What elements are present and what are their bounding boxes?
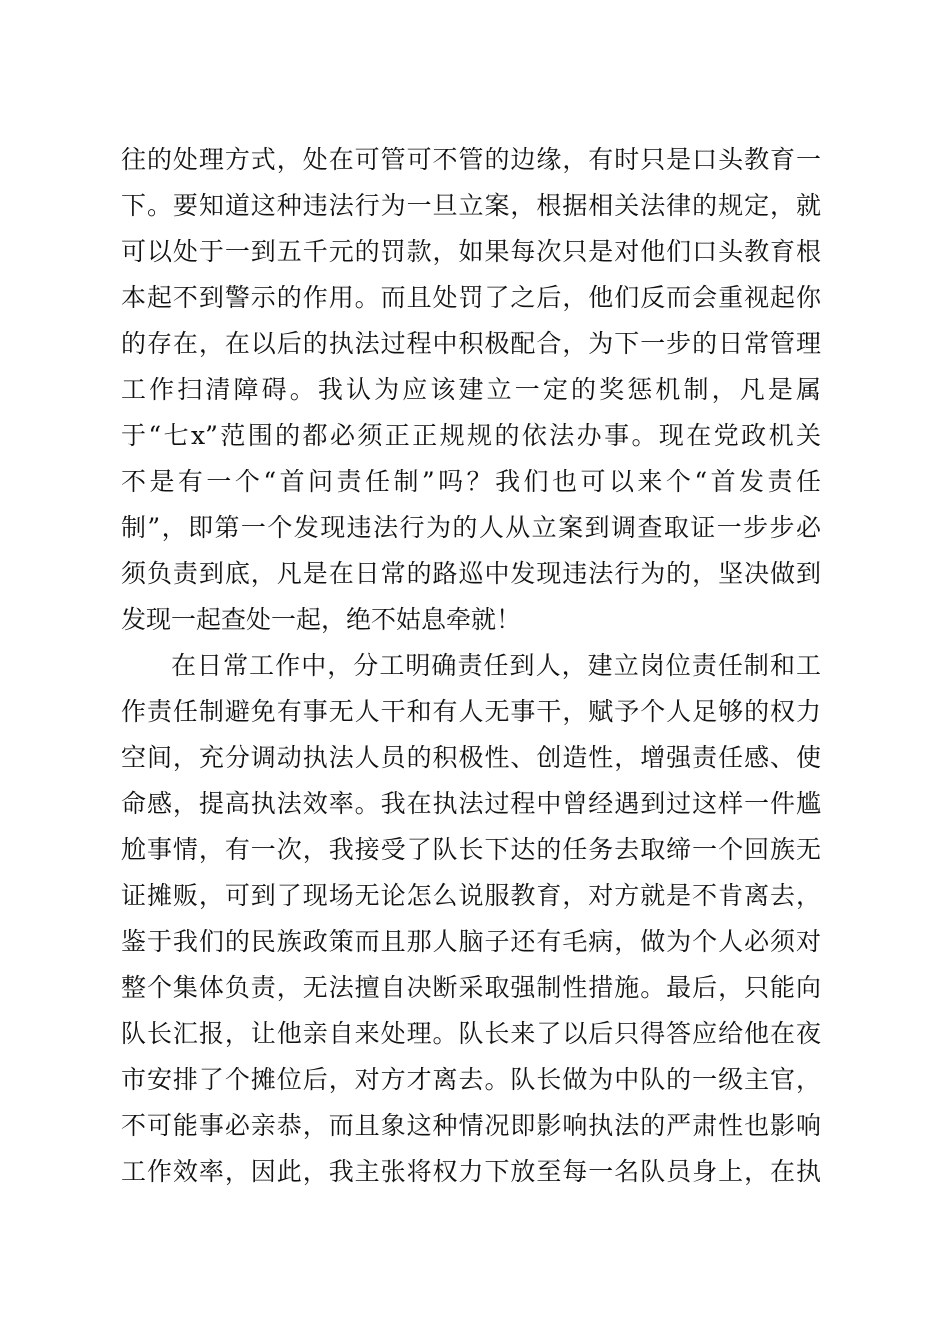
text-line: 不是有一个“首问责任制”吗？我们也可以来个“首发责任 (121, 467, 821, 496)
text-line: 空间，充分调动执法人员的积极性、创造性，增强责任感、使 (121, 743, 821, 772)
text-line: 鉴于我们的民族政策而且那人脑子还有毛病，做为个人必须对 (121, 927, 821, 956)
text-line: 整个集体负责，无法擅自决断采取强制性措施。最后，只能向 (121, 973, 821, 1002)
text-line: 制”，即第一个发现违法行为的人从立案到调查取证一步步必 (121, 513, 821, 542)
paragraph-first-line: 在日常工作中，分工明确责任到人，建立岗位责任制和工 (171, 651, 821, 680)
text-line: 工作效率，因此，我主张将权力下放至每一名队员身上，在执 (121, 1157, 821, 1186)
text-line: 不可能事必亲恭，而且象这种情况即影响执法的严肃性也影响 (121, 1111, 821, 1140)
text-line: 本起不到警示的作用。而且处罚了之后，他们反而会重视起你 (121, 283, 821, 312)
text-line: 证摊贩，可到了现场无论怎么说服教育，对方就是不肯离去， (121, 881, 821, 910)
text-line: 尬事情，有一次，我接受了队长下达的任务去取缔一个回族无 (121, 835, 821, 864)
text-line: 于“七x”范围的都必须正正规规的依法办事。现在党政机关 (121, 421, 821, 450)
text-line: 可以处于一到五千元的罚款，如果每次只是对他们口头教育根 (121, 237, 821, 266)
text-line: 工作扫清障碍。我认为应该建立一定的奖惩机制，凡是属 (121, 375, 821, 404)
text-line: 下。要知道这种违法行为一旦立案，根据相关法律的规定，就 (121, 191, 821, 220)
text-line: 命感，提高执法效率。我在执法过程中曾经遇到过这样一件尴 (121, 789, 821, 818)
text-line: 作责任制避免有事无人干和有人无事干，赋予个人足够的权力 (121, 697, 821, 726)
text-line: 须负责到底，凡是在日常的路巡中发现违法行为的，坚决做到 (121, 559, 821, 588)
text-line: 的存在，在以后的执法过程中积极配合，为下一步的日常管理 (121, 329, 821, 358)
text-line: 市安排了个摊位后，对方才离去。队长做为中队的一级主官， (121, 1065, 821, 1094)
text-line: 往的处理方式，处在可管可不管的边缘，有时只是口头教育一 (121, 145, 821, 174)
paragraph-end-line: 发现一起查处一起，绝不姑息牵就！ (121, 605, 522, 634)
text-line: 队长汇报，让他亲自来处理。队长来了以后只得答应给他在夜 (121, 1019, 821, 1048)
